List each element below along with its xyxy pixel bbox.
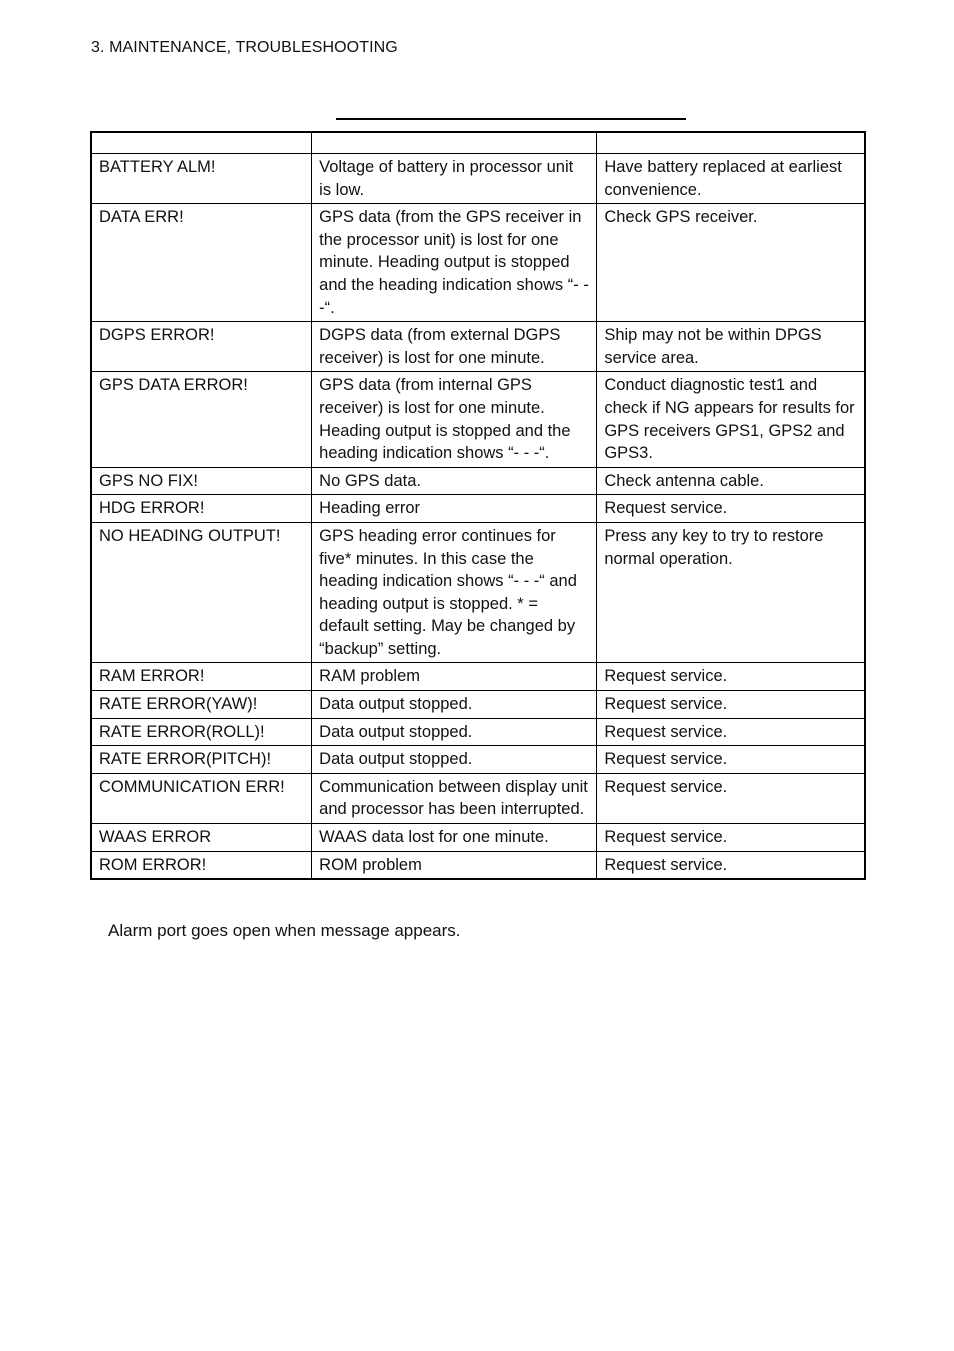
alarm-message: RAM ERROR! (91, 663, 312, 691)
alarm-message: ROM ERROR! (91, 851, 312, 879)
table-row (91, 773, 865, 823)
alarm-meaning: Data output stopped. (312, 691, 597, 719)
alarm-message: HDG ERROR! (91, 495, 312, 523)
table-row (91, 467, 865, 495)
alarm-remedy: Request service. (597, 718, 865, 746)
table-header (91, 132, 865, 154)
alarm-message: DGPS ERROR! (91, 322, 312, 372)
alarm-remedy: Request service. (597, 663, 865, 691)
table-row (91, 746, 865, 774)
alarm-message: RATE ERROR(PITCH)! (91, 746, 312, 774)
alarm-remedy: Check GPS receiver. (597, 204, 865, 322)
table-title-rule (336, 118, 686, 120)
header-message (91, 132, 312, 154)
table-row (91, 718, 865, 746)
table-row (91, 522, 865, 663)
alarm-meaning: No GPS data. (312, 467, 597, 495)
alarm-message: BATTERY ALM! (91, 154, 312, 204)
table-row (91, 824, 865, 852)
alarm-remedy: Have battery replaced at earliest convenience. (597, 154, 865, 204)
alarm-meaning: GPS data (from the GPS receiver in the processor unit) is lost for one minute. Heading output is stopped and the heading indication shows “- - -“. (312, 204, 597, 322)
alarm-meaning: ROM problem (312, 851, 597, 879)
table-row (91, 851, 865, 879)
alarm-meaning: RAM problem (312, 663, 597, 691)
header-meaning (312, 132, 597, 154)
alarm-meaning: WAAS data lost for one minute. (312, 824, 597, 852)
section-header: 3. MAINTENANCE, TROUBLESHOOTING (91, 39, 398, 56)
alarm-remedy: Request service. (597, 824, 865, 852)
table-footnote: Alarm port goes open when message appears. (108, 921, 461, 940)
table-header-row (91, 132, 865, 154)
alarm-messages-table (90, 131, 866, 880)
alarm-meaning: GPS data (from internal GPS receiver) is lost for one minute. Heading output is stopped and the heading indication shows “- - -“. (312, 372, 597, 467)
alarm-meaning: Data output stopped. (312, 718, 597, 746)
alarm-remedy: Request service. (597, 773, 865, 823)
table-row (91, 691, 865, 719)
alarm-remedy: Request service. (597, 495, 865, 523)
alarm-remedy: Request service. (597, 691, 865, 719)
table-row (91, 495, 865, 523)
alarm-meaning: DGPS data (from external DGPS receiver) is lost for one minute. (312, 322, 597, 372)
alarm-message: GPS DATA ERROR! (91, 372, 312, 467)
alarm-meaning: GPS heading error continues for five* minutes. In this case the heading indication shows “- - -“ and heading output is stopped. * = default setting. May be changed by “backup” setting. (312, 522, 597, 663)
table-body (91, 154, 865, 880)
alarm-message: COMMUNICATION ERR! (91, 773, 312, 823)
alarm-remedy: Request service. (597, 746, 865, 774)
alarm-message: GPS NO FIX! (91, 467, 312, 495)
alarm-message: DATA ERR! (91, 204, 312, 322)
alarm-remedy: Conduct diagnostic test1 and check if NG appears for results for GPS receivers GPS1, GPS2 and GPS3. (597, 372, 865, 467)
alarm-message: NO HEADING OUTPUT! (91, 522, 312, 663)
alarm-meaning: Communication between display unit and processor has been interrupted. (312, 773, 597, 823)
alarm-remedy: Ship may not be within DPGS service area. (597, 322, 865, 372)
table-row (91, 372, 865, 467)
table-row (91, 322, 865, 372)
alarm-remedy: Press any key to try to restore normal operation. (597, 522, 865, 663)
alarm-message: WAAS ERROR (91, 824, 312, 852)
table-row (91, 663, 865, 691)
header-remedy (597, 132, 865, 154)
alarm-message: RATE ERROR(YAW)! (91, 691, 312, 719)
alarm-meaning: Heading error (312, 495, 597, 523)
alarm-meaning: Voltage of battery in processor unit is low. (312, 154, 597, 204)
alarm-remedy: Check antenna cable. (597, 467, 865, 495)
alarm-message: RATE ERROR(ROLL)! (91, 718, 312, 746)
table-row (91, 204, 865, 322)
alarm-remedy: Request service. (597, 851, 865, 879)
table-row (91, 154, 865, 204)
alarm-meaning: Data output stopped. (312, 746, 597, 774)
